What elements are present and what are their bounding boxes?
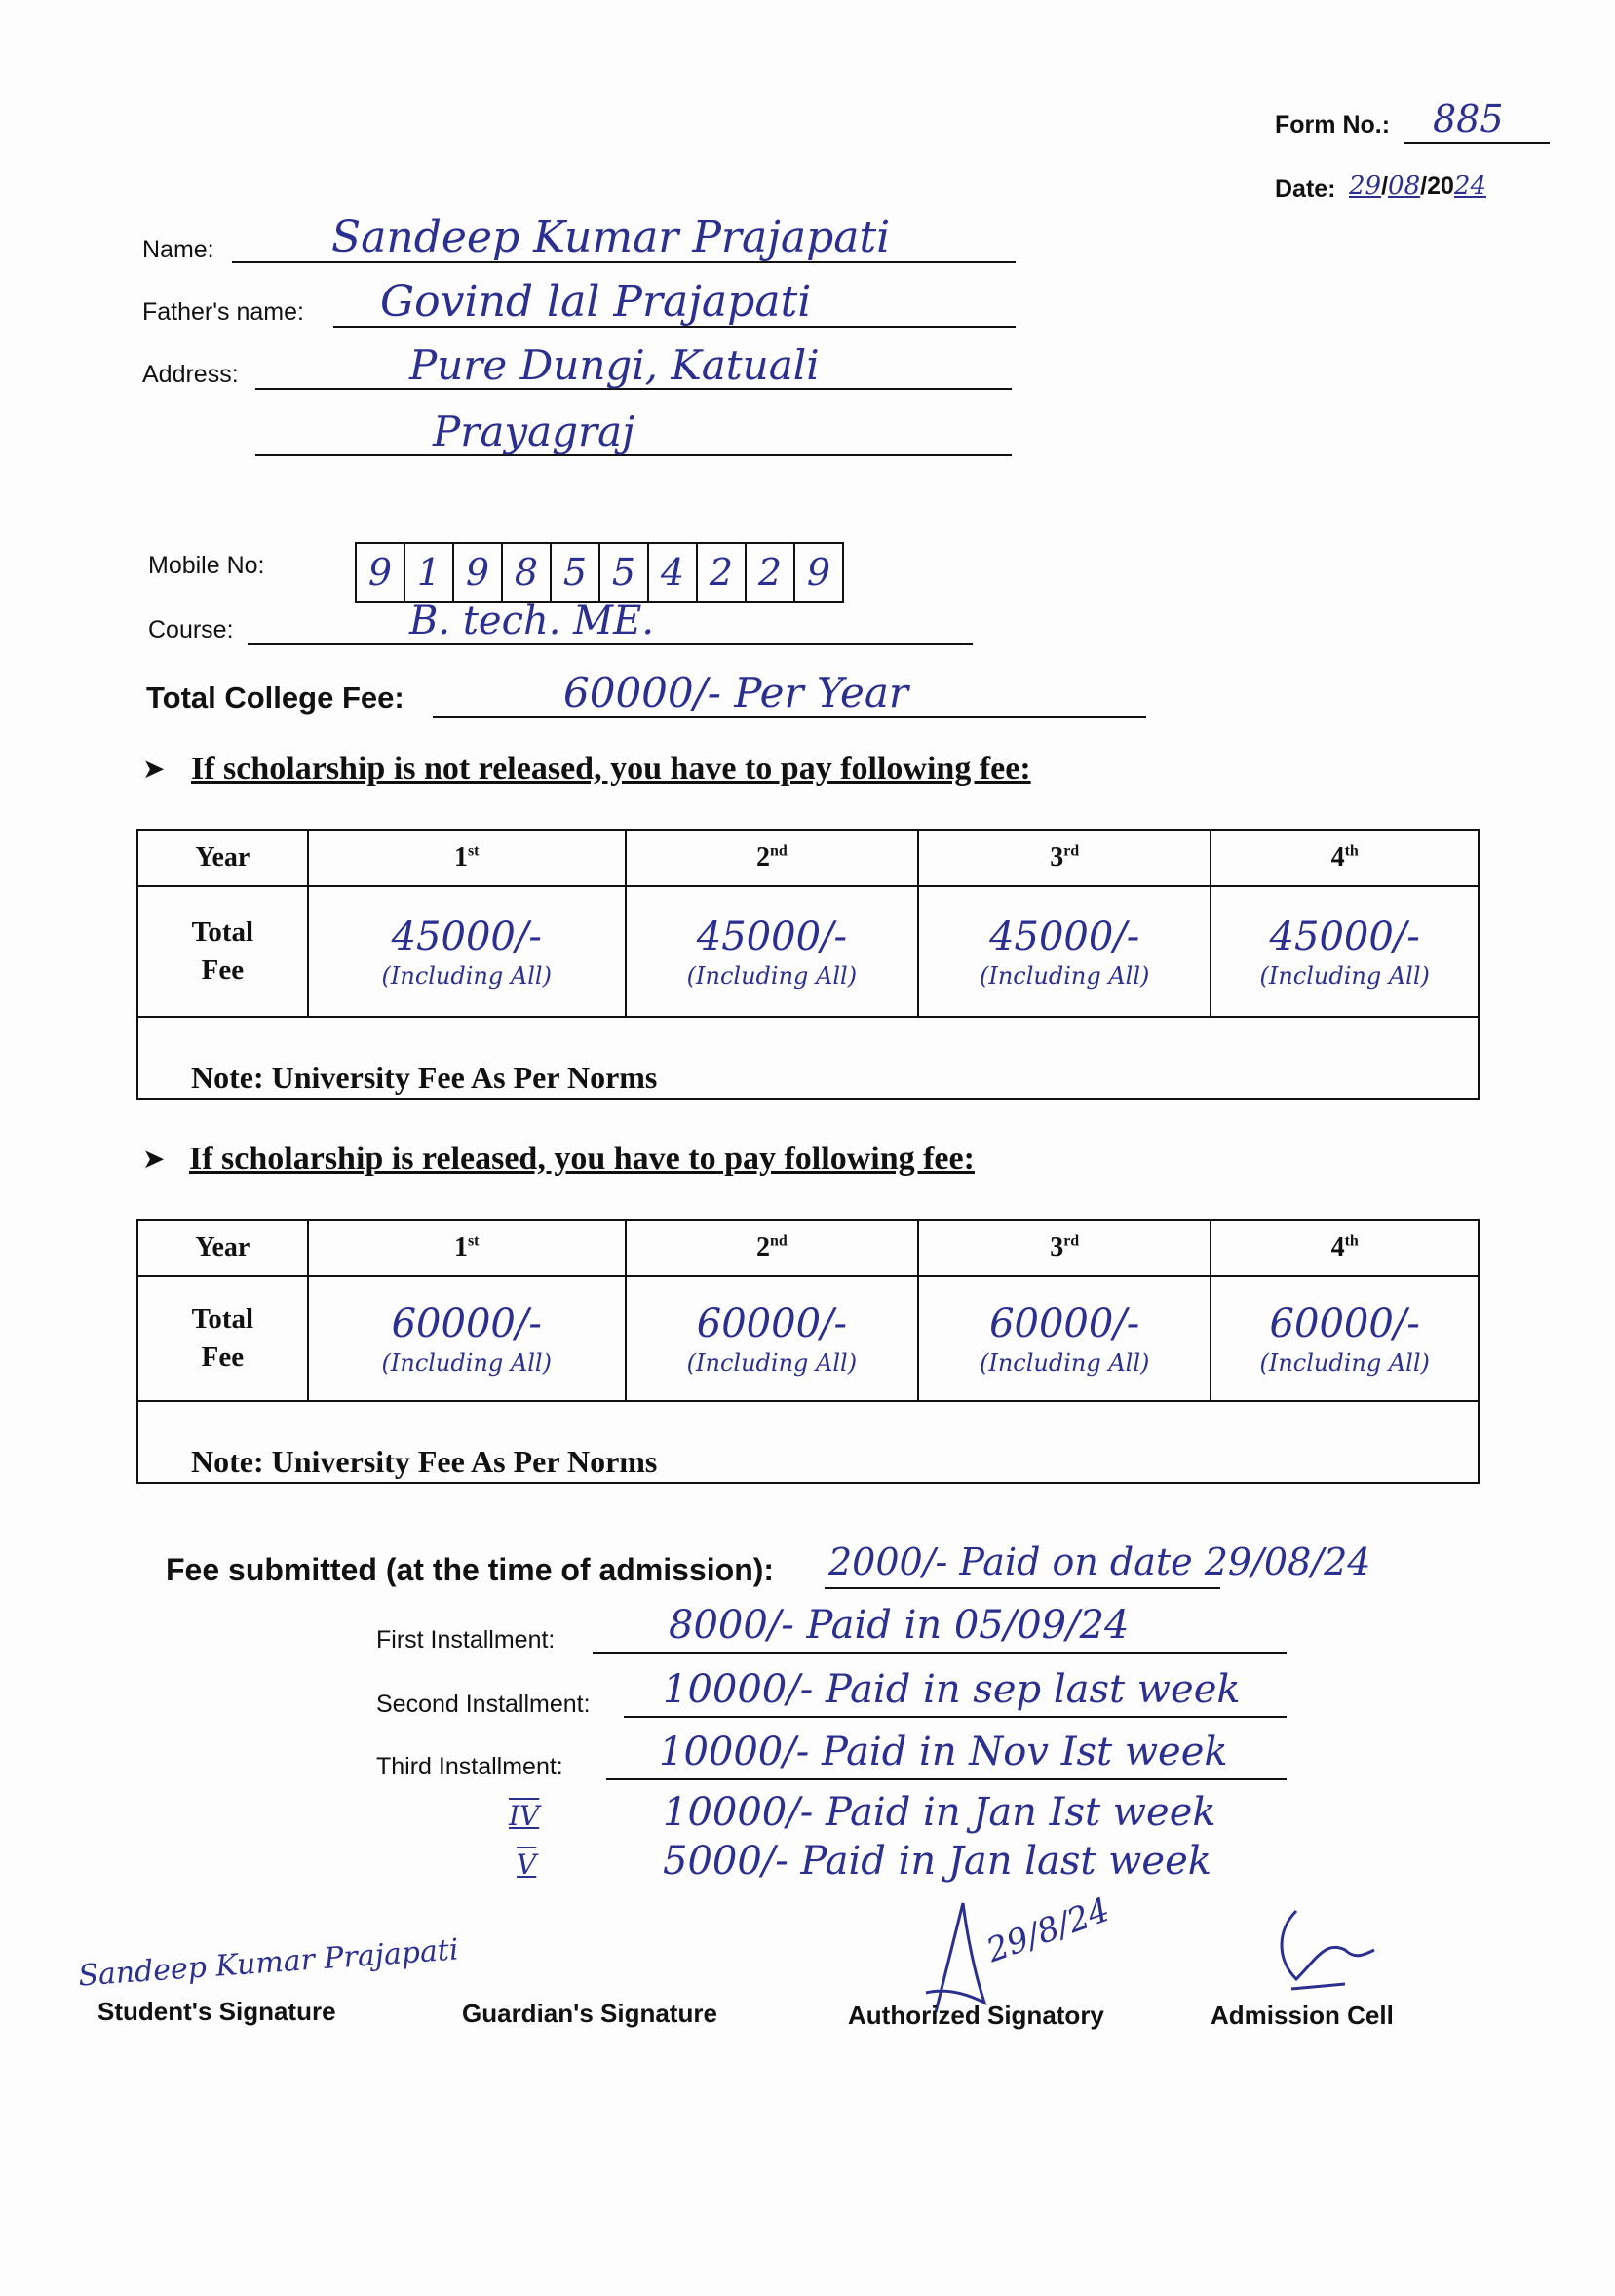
mobile-digit[interactable]: 4: [649, 544, 698, 601]
student-signature: Sandeep Kumar Prajapati: [77, 1932, 460, 1994]
father-label: Father's name:: [142, 298, 304, 326]
fee-table-not-released: [136, 829, 1480, 1100]
fee-cell-year-2[interactable]: 60000/- (Including All): [626, 1276, 918, 1401]
total-fee-row-label: Total Fee: [137, 1276, 308, 1401]
admission-cell-signature-mark: [1257, 1901, 1384, 1999]
year-1-header: 1st: [308, 1220, 626, 1276]
father-value[interactable]: Govind lal Prajapati: [380, 277, 812, 327]
total-fee-row-label: Total Fee: [137, 886, 308, 1017]
mobile-digit[interactable]: 5: [552, 544, 600, 601]
fee-submitted-label: Fee submitted (at the time of admission):: [166, 1552, 775, 1587]
address-label: Address:: [142, 361, 239, 388]
fee-cell-year-2[interactable]: 45000/- (Including All): [626, 886, 918, 1017]
table-note: Note: University Fee As Per Norms: [137, 1401, 1479, 1483]
second-installment-label: Second Installment:: [376, 1691, 591, 1718]
student-signature-label: Student's Signature: [97, 1997, 336, 2026]
mobile-digit-boxes[interactable]: [355, 542, 844, 603]
name-label: Name:: [142, 236, 214, 263]
mobile-digit[interactable]: 9: [806, 551, 831, 594]
fee-table-released: [136, 1219, 1480, 1484]
second-installment-value[interactable]: 10000/- Paid in sep last week: [663, 1667, 1241, 1712]
year-3-header: 3rd: [918, 830, 1211, 886]
form-no-value[interactable]: 885: [1433, 97, 1504, 140]
name-value[interactable]: Sandeep Kumar Prajapati: [331, 213, 891, 262]
fee-cell-year-1[interactable]: 45000/- (Including All): [308, 886, 626, 1017]
fee-cell-year-3[interactable]: 45000/- (Including All): [918, 886, 1211, 1017]
second-installment-underline: [624, 1716, 1287, 1718]
fee-cell-year-3[interactable]: 60000/- (Including All): [918, 1276, 1211, 1401]
date-year-prefix: 20: [1427, 173, 1454, 200]
mobile-digit[interactable]: 1: [405, 544, 454, 601]
third-installment-underline: [606, 1778, 1287, 1780]
fifth-installment-value[interactable]: 5000/- Paid in Jan last week: [663, 1839, 1211, 1884]
form-no-underline: [1404, 142, 1550, 144]
first-installment-underline: [593, 1652, 1287, 1654]
date-field[interactable]: 29 / 08 / 20 24: [1349, 172, 1486, 201]
authorized-signatory-label: Authorized Signatory: [848, 2001, 1104, 2030]
address-line2[interactable]: Prayagraj: [433, 408, 635, 455]
first-installment-label: First Installment:: [376, 1626, 556, 1654]
year-2-header: 2nd: [626, 830, 918, 886]
date-label: Date:: [1275, 175, 1336, 203]
fee-cell-year-1[interactable]: 60000/- (Including All): [308, 1276, 626, 1401]
section2-title: If scholarship is released, you have to pay following fee:: [189, 1141, 975, 1177]
year-3-header: 3rd: [918, 1220, 1211, 1276]
date-day: 29: [1349, 172, 1382, 201]
fifth-installment-marker: V: [517, 1848, 537, 1881]
fourth-installment-value[interactable]: 10000/- Paid in Jan Ist week: [663, 1790, 1216, 1835]
fourth-installment-marker: IV: [509, 1800, 540, 1832]
year-header: Year: [137, 830, 308, 886]
section1-arrow-icon: ➤: [142, 754, 166, 784]
year-2-header: 2nd: [626, 1220, 918, 1276]
section2-arrow-icon: ➤: [142, 1144, 166, 1174]
year-4-header: 4th: [1211, 830, 1479, 886]
date-month: 08: [1388, 172, 1421, 201]
form-no-label: Form No.:: [1275, 111, 1391, 138]
admission-cell-label: Admission Cell: [1211, 2001, 1394, 2030]
mobile-digit[interactable]: 9: [454, 544, 503, 601]
mobile-digit[interactable]: 2: [747, 544, 795, 601]
year-4-header: 4th: [1211, 1220, 1479, 1276]
authorized-signature-date: 29/8/24: [981, 1889, 1115, 1971]
third-installment-label: Third Installment:: [376, 1753, 563, 1780]
fee-cell-year-4[interactable]: 45000/- (Including All): [1211, 886, 1479, 1017]
mobile-label: Mobile No:: [148, 552, 265, 579]
course-label: Course:: [148, 616, 234, 643]
mobile-digit[interactable]: 5: [600, 544, 649, 601]
third-installment-value[interactable]: 10000/- Paid in Nov Ist week: [659, 1730, 1228, 1774]
table-note: Note: University Fee As Per Norms: [137, 1017, 1479, 1099]
course-underline: [248, 643, 973, 645]
total-fee-label: Total College Fee:: [146, 681, 404, 715]
year-1-header: 1st: [308, 830, 626, 886]
mobile-digit[interactable]: 9: [357, 544, 405, 601]
date-year-suffix: 24: [1453, 172, 1486, 201]
address-line1[interactable]: Pure Dungi, Katuali: [409, 341, 820, 389]
mobile-digit[interactable]: 2: [698, 544, 747, 601]
first-installment-value[interactable]: 8000/- Paid in 05/09/24: [669, 1603, 1130, 1648]
fee-submitted-underline: [825, 1587, 1220, 1589]
year-header: Year: [137, 1220, 308, 1276]
fee-submitted-value[interactable]: 2000/- Paid on date 29/08/24: [828, 1540, 1371, 1583]
total-fee-value[interactable]: 60000/- Per Year: [563, 669, 909, 717]
fee-cell-year-4[interactable]: 60000/- (Including All): [1211, 1276, 1479, 1401]
guardian-signature-label: Guardian's Signature: [462, 1999, 717, 2028]
section1-title: If scholarship is not released, you have to pay following fee:: [191, 751, 1031, 787]
course-value[interactable]: B. tech. ME.: [409, 599, 655, 643]
mobile-digit[interactable]: 8: [503, 544, 552, 601]
